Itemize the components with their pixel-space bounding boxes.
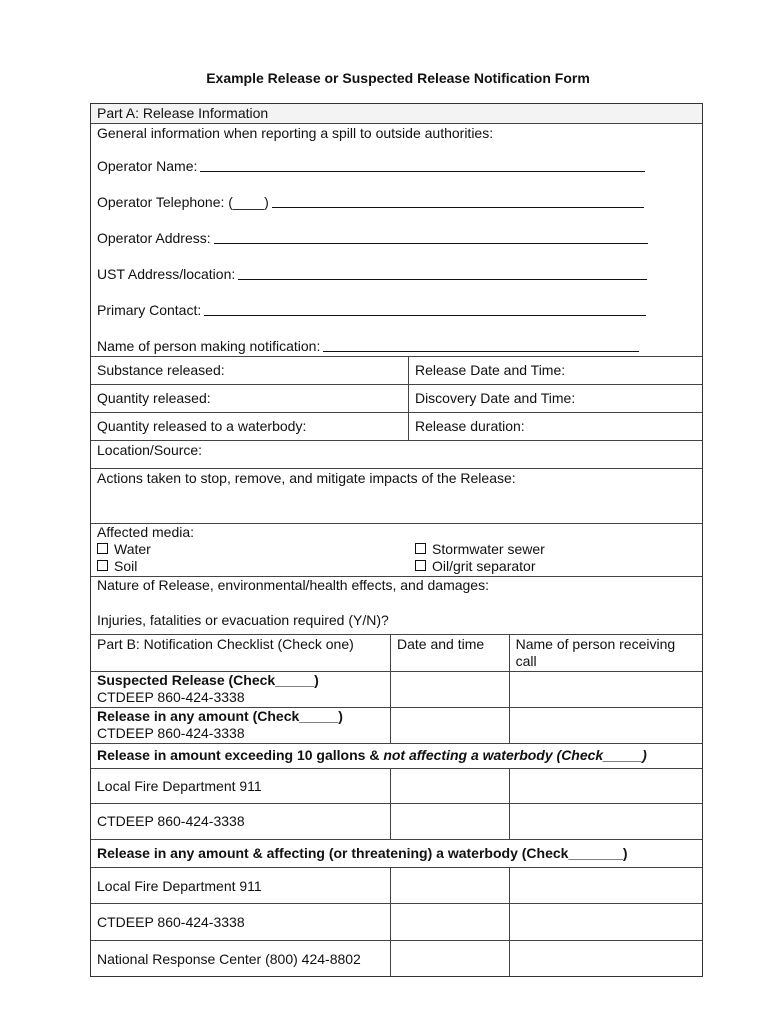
- part-b-header: Part B: Notification Checklist (Check one): [97, 636, 354, 652]
- primary-contact-line[interactable]: [204, 300, 646, 316]
- media-option-oil-grit[interactable]: [415, 558, 695, 575]
- water-fire-row: [91, 867, 702, 903]
- any-amount-phone: CTDEEP 860-424-3338: [97, 725, 245, 741]
- operator-name-field[interactable]: [97, 142, 696, 175]
- oil-grit-label: Oil/grit separator: [432, 558, 536, 574]
- exceed-header-row: [91, 743, 702, 768]
- water-nrc-row: [91, 940, 702, 976]
- operator-address-line[interactable]: [214, 228, 648, 244]
- notification-form: [90, 103, 703, 977]
- exceed-ctdeep-row: [91, 803, 702, 839]
- suspected-release-phone: CTDEEP 860-424-3338: [97, 689, 245, 705]
- exceed-label-bold: Release in amount exceeding 10 gallons &: [97, 747, 384, 763]
- notifier-name-label: Name of person making notification:: [97, 338, 321, 354]
- operator-address-label: Operator Address:: [97, 230, 211, 246]
- affected-media-options: [97, 541, 696, 575]
- receiver-name-header: Name of person receiving call: [509, 635, 702, 671]
- actions-row: [91, 468, 702, 523]
- form-title: Example Release or Suspected Release Notification Form: [206, 70, 590, 86]
- water-ctdeep-contact: CTDEEP 860-424-3338: [97, 914, 245, 930]
- operator-address-field[interactable]: [97, 211, 696, 247]
- operator-name-label: Operator Name:: [97, 158, 198, 174]
- water-checkbox[interactable]: [97, 543, 108, 554]
- waterbody-row: [91, 412, 702, 440]
- stormwater-label: Stormwater sewer: [432, 541, 545, 557]
- water-fire-date-cell[interactable]: [390, 868, 509, 903]
- exceed-label-italic: not affecting a waterbody (Check_____): [383, 747, 647, 763]
- soil-checkbox[interactable]: [97, 560, 108, 571]
- general-info-block: [91, 123, 702, 356]
- part-b-header-row: [91, 634, 702, 671]
- any-amount-label[interactable]: Release in any amount (Check_____): [97, 708, 343, 724]
- nature-row: [91, 576, 702, 634]
- primary-contact-field[interactable]: [97, 283, 696, 319]
- quantity-row: [91, 384, 702, 412]
- oil-grit-checkbox[interactable]: [415, 560, 426, 571]
- release-date-cell[interactable]: Release Date and Time:: [408, 357, 702, 384]
- water-ctdeep-date-cell[interactable]: [390, 904, 509, 940]
- waterbody-header[interactable]: Release in any amount & affecting (or threatening) a waterbody (Check_______): [97, 845, 628, 861]
- exceed-fire-row: [91, 768, 702, 803]
- exceed-fire-name-cell[interactable]: [509, 769, 702, 803]
- suspected-release-row: [91, 671, 702, 707]
- operator-name-line[interactable]: [200, 156, 645, 172]
- ust-address-line[interactable]: [238, 264, 647, 280]
- media-option-stormwater[interactable]: [415, 541, 695, 558]
- water-ctdeep-name-cell[interactable]: [509, 904, 702, 940]
- water-fire-contact: Local Fire Department 911: [97, 878, 262, 894]
- release-duration-cell[interactable]: Release duration:: [408, 413, 702, 440]
- exceed-header[interactable]: [91, 744, 702, 768]
- suspected-release-label[interactable]: Suspected Release (Check_____): [97, 672, 319, 688]
- affected-media-label: Affected media:: [97, 524, 195, 540]
- suspected-name-cell[interactable]: [509, 672, 702, 707]
- exceed-ctdeep-name-cell[interactable]: [509, 804, 702, 839]
- water-label: Water: [114, 541, 151, 557]
- operator-telephone-field[interactable]: [97, 175, 696, 211]
- water-nrc-contact: National Response Center (800) 424-8802: [97, 951, 361, 967]
- exceed-fire-contact: Local Fire Department 911: [97, 778, 262, 794]
- water-ctdeep-row: [91, 903, 702, 940]
- part-a-header: Part A: Release Information: [97, 105, 269, 121]
- injuries-question[interactable]: Injuries, fatalities or evacuation required (Y/N)?: [97, 612, 389, 628]
- notifier-name-field[interactable]: [97, 319, 696, 355]
- substance-row: [91, 356, 702, 384]
- suspected-date-cell[interactable]: [390, 672, 509, 707]
- waterbody-header-row: [91, 839, 702, 867]
- affected-media-row: [91, 523, 702, 576]
- stormwater-checkbox[interactable]: [415, 543, 426, 554]
- operator-telephone-line[interactable]: [272, 192, 644, 208]
- ust-address-label: UST Address/location:: [97, 266, 236, 282]
- part-a-header-row: [91, 104, 702, 123]
- ust-address-field[interactable]: [97, 247, 696, 283]
- date-time-header: Date and time: [390, 635, 509, 671]
- location-source-cell[interactable]: Location/Source:: [97, 442, 203, 458]
- water-nrc-date-cell[interactable]: [390, 941, 509, 976]
- exceed-fire-date-cell[interactable]: [390, 769, 509, 803]
- primary-contact-label: Primary Contact:: [97, 302, 202, 318]
- any-amount-date-cell[interactable]: [390, 708, 509, 743]
- nature-of-release[interactable]: Nature of Release, environmental/health effects, and damages:: [97, 577, 489, 593]
- operator-telephone-label: Operator Telephone: (____): [97, 194, 269, 210]
- discovery-date-cell[interactable]: Discovery Date and Time:: [408, 385, 702, 412]
- media-option-water[interactable]: [97, 541, 415, 558]
- media-option-soil[interactable]: [97, 558, 415, 575]
- substance-released-cell[interactable]: Substance released:: [97, 362, 225, 378]
- notifier-name-line[interactable]: [323, 336, 639, 352]
- any-amount-name-cell[interactable]: [509, 708, 702, 743]
- quantity-released-cell[interactable]: Quantity released:: [97, 390, 211, 406]
- quantity-waterbody-cell[interactable]: Quantity released to a waterbody:: [97, 418, 307, 434]
- water-nrc-name-cell[interactable]: [509, 941, 702, 976]
- actions-taken-cell[interactable]: Actions taken to stop, remove, and mitigate impacts of the Release:: [97, 470, 516, 486]
- exceed-ctdeep-contact: CTDEEP 860-424-3338: [97, 813, 245, 829]
- exceed-ctdeep-date-cell[interactable]: [390, 804, 509, 839]
- water-fire-name-cell[interactable]: [509, 868, 702, 903]
- general-info-intro: General information when reporting a spill to outside authorities:: [97, 125, 494, 141]
- any-amount-row: [91, 707, 702, 743]
- location-row: [91, 440, 702, 468]
- soil-label: Soil: [114, 558, 138, 574]
